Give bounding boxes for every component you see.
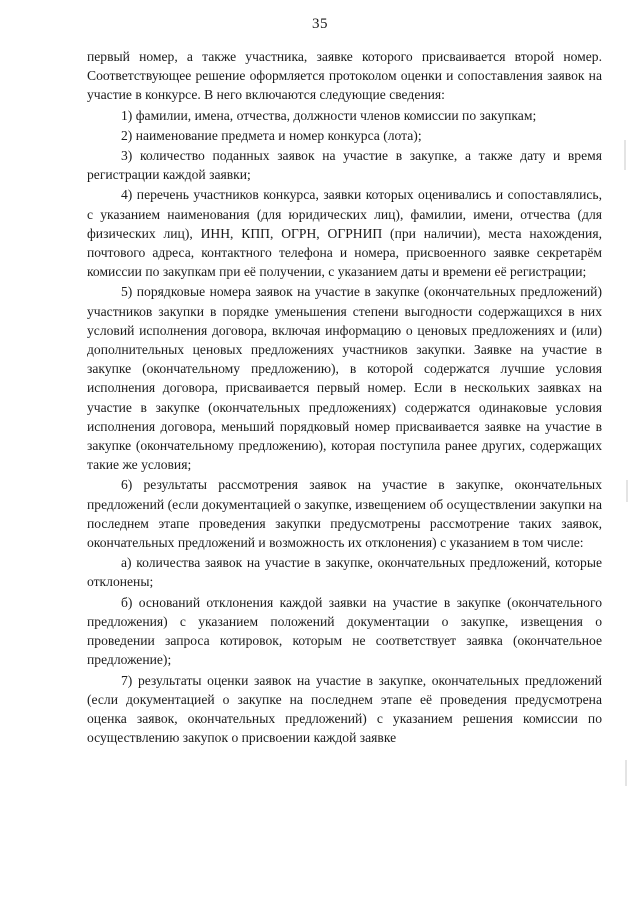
list-item-3: 3) количество поданных заявок на участие в закупке, а также дату и время регистрации каждой заявки; <box>87 148 602 183</box>
list-item-7: 7) результаты оценки заявок на участие в закупке, окончательных предложений (если документацией о закупке на последнем этапе её проведения предусмотрена оценка заявок, окончательных предложений) с указанием решения комиссии по осуществлению закупок о присвоении каждой заявке <box>87 672 602 746</box>
list-item-4: 4) перечень участников конкурса, заявки которых оценивались и сопоставлялись, с указанием наименования (для юридических лиц), фамилии, имени, отчества (для физических лиц), ИНН, КПП, ОГРН, ОГРНИП (при наличии), места нахождения, почтового адреса, контактного телефона и номера, присвоенного заявке секретарём комиссии по закупкам при её получении, с указанием даты и времени её регистрации; <box>87 187 602 280</box>
scan-edge-mark <box>626 480 628 502</box>
list-item-1: 1) фамилии, имена, отчества, должности членов комиссии по закупкам; <box>121 107 537 123</box>
document-body <box>87 47 602 747</box>
list-item-6: 6) результаты рассмотрения заявок на участие в закупке, окончательных предложений (если документацией о закупке, извещением об осуществлении закупки на последнем этапе проведения закупки предусмотрены рассмотрение таких заявок, окончательных предложений и возможность их отклонения) с указанием в том числе: <box>87 477 602 551</box>
scan-edge-mark <box>625 760 627 786</box>
scan-edge-mark <box>624 140 626 170</box>
paragraph-intro: первый номер, а также участника, заявке которого присваивается второй номер. Соответствующее решение оформляется протоколом оценки и сопоставления заявок на участие в конкурсе. В него включаются следующие сведения: <box>87 49 602 103</box>
page-number: 35 <box>312 16 328 32</box>
list-item-5: 5) порядковые номера заявок на участие в закупке (окончательных предложений) участников закупки в порядке уменьшения степени выгодности содержащихся в них условий исполнения договора, включая информацию о ценовых предложениях и (или) дополнительных ценовых предложениях участников закупки. Заявке на участие в закупке (окончательному предложению), в которой содержатся лучшие условия исполнения договора, присваивается первый номер. Если в нескольких заявках на участие в закупке (окончательных предложениях) содержатся одинаковые условия исполнения договора, меньший порядковый номер присваивается заявке на участие в закупке (окончательному предложению), которая поступила ранее других, содержащих такие же условия; <box>87 284 602 473</box>
list-item-6b: б) оснований отклонения каждой заявки на участие в закупке (окончательного предложения) с указанием положений документации о закупке, извещения о проведении запроса котировок, которым не соответствует заявка (окончательное предложение); <box>87 594 602 668</box>
list-item-6a: а) количества заявок на участие в закупке, окончательных предложений, которые отклонены; <box>87 555 602 590</box>
list-item-2: 2) наименование предмета и номер конкурса (лота); <box>121 127 422 143</box>
